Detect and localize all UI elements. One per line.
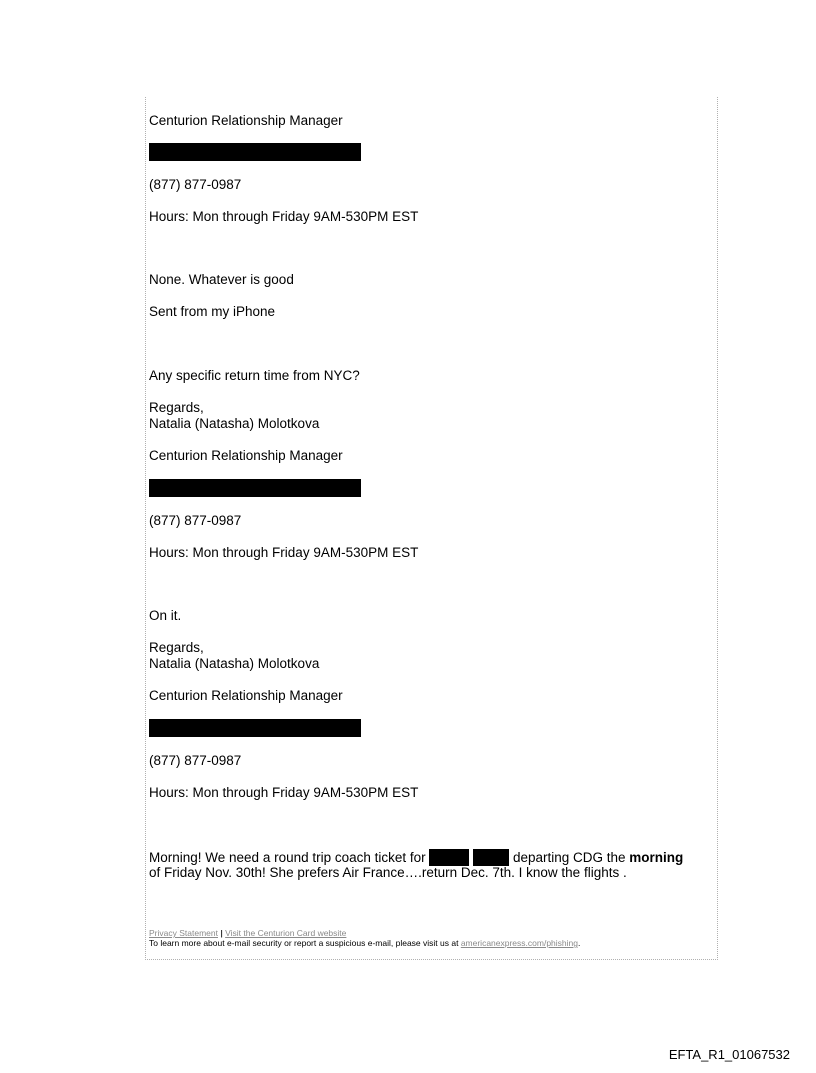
signature-title: Centurion Relationship Manager (149, 448, 343, 463)
redaction-bar (149, 143, 361, 161)
message-body: On it. (149, 608, 182, 623)
security-note: To learn more about e-mail security or report a suspicious e-mail, please visit us at (149, 938, 459, 948)
document-id: EFTA_R1_01067532 (668, 1047, 790, 1062)
signature-title: Centurion Relationship Manager (149, 688, 343, 703)
note-period: . (577, 938, 581, 948)
footer-links (149, 928, 346, 938)
redaction-bar (149, 479, 361, 497)
message-body: Any specific return time from NYC? (149, 368, 360, 383)
signature-hours: Hours: Mon through Friday 9AM-530PM EST (149, 785, 419, 800)
redaction-bar (149, 719, 361, 737)
phishing-link[interactable]: americanexpress.com/phishing (460, 938, 578, 948)
signature-hours: Hours: Mon through Friday 9AM-530PM EST (149, 209, 419, 224)
signature-hours: Hours: Mon through Friday 9AM-530PM EST (149, 545, 419, 560)
regards-text: Regards, (149, 640, 204, 655)
redaction-bar (429, 849, 469, 866)
signature-phone: (877) 877-0987 (149, 753, 242, 768)
privacy-statement-link[interactable]: Privacy Statement (149, 928, 218, 938)
footer-separator: | (220, 928, 223, 938)
redaction-bar (473, 849, 509, 866)
bold-text: morning (629, 850, 684, 865)
regards-text: Regards, (149, 400, 204, 415)
sender-name: Natalia (Natasha) Molotkova (149, 656, 320, 671)
message-body: None. Whatever is good (149, 272, 294, 287)
sender-name: Natalia (Natasha) Molotkova (149, 416, 320, 431)
signature-title: Centurion Relationship Manager (149, 113, 343, 128)
signature-phone: (877) 877-0987 (149, 513, 242, 528)
message-signature: Sent from my iPhone (149, 304, 276, 319)
message-body-line1 (149, 849, 683, 866)
signature-phone: (877) 877-0987 (149, 177, 242, 192)
message-text: departing CDG the (512, 850, 626, 865)
centurion-website-link[interactable]: Visit the Centurion Card website (225, 928, 347, 938)
footer-note (149, 938, 580, 948)
message-body-line2: of Friday Nov. 30th! She prefers Air France….return Dec. 7th. I know the flights . (149, 865, 627, 880)
message-text: Morning! We need a round trip coach ticket for (149, 850, 426, 865)
